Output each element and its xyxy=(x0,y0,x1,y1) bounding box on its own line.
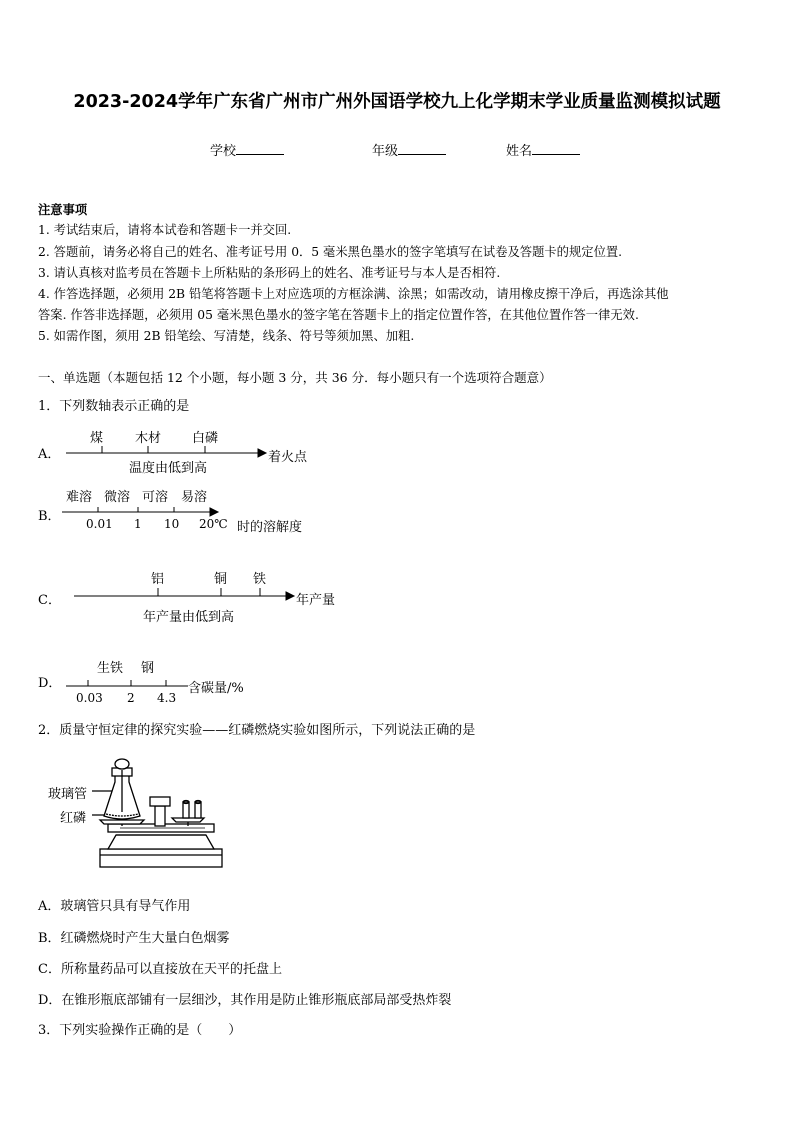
q1-d-label: 钢 xyxy=(141,661,155,676)
q1-b-label: 易溶 xyxy=(181,490,208,505)
q2-option-a: A．玻璃管只具有导气作用 xyxy=(38,899,191,914)
q1-option-b-letter: B． xyxy=(38,509,61,524)
q1-c-label: 铁 xyxy=(253,572,267,587)
q1-b-tick: 0.01 xyxy=(86,517,113,531)
notice-item: 2. 答题前，请务必将自己的姓名、准考证号用 0．5 毫米黑色墨水的签字笔填写在试卷及答题卡的规定位置. xyxy=(38,245,623,259)
q1-b-label: 可溶 xyxy=(142,490,169,505)
figure-label-glass-tube: 玻璃管 xyxy=(48,787,88,802)
q2-option-c: C．所称量药品可以直接放在天平的托盘上 xyxy=(38,962,282,977)
q1-c-axis-end: 年产量 xyxy=(296,593,336,608)
q1-d-tick: 0.03 xyxy=(76,691,103,705)
q1-a-axis-end: 着火点 xyxy=(268,450,308,465)
q1-a-label: 煤 xyxy=(90,431,104,446)
notice-item: 5. 如需作图，须用 2B 铅笔绘、写清楚，线条、符号等须加黑、加粗. xyxy=(38,329,415,343)
q2-option-d: D．在锥形瓶底部铺有一层细沙，其作用是防止锥形瓶底部局部受热炸裂 xyxy=(38,993,452,1008)
notice-item: 3. 请认真核对监考员在答题卡上所粘贴的条形码上的姓名、准考证号与本人是否相符. xyxy=(38,266,501,280)
q1-b-tick: 10 xyxy=(164,517,180,531)
section-heading: 一、单选题（本题包括 12 个小题，每小题 3 分，共 36 分．每小题只有一个选项符合题意） xyxy=(38,370,552,385)
name-label: 姓名 xyxy=(506,144,533,159)
q1-b-label: 微溶 xyxy=(104,490,131,505)
q1-a-label: 木材 xyxy=(135,431,162,446)
q1-option-c-letter: C． xyxy=(38,593,61,608)
q1-option-d-letter: D． xyxy=(38,676,62,691)
school-label: 学校 xyxy=(210,144,237,159)
q1-a-label: 白磷 xyxy=(192,431,219,446)
q1-d-label: 生铁 xyxy=(97,661,124,676)
q1-d-tick: 2 xyxy=(127,691,135,705)
q1-b-tick: 20℃ xyxy=(199,517,228,531)
notice-heading: 注意事项 xyxy=(38,202,88,217)
notice-item: 1. 考试结束后，请将本试卷和答题卡一并交回. xyxy=(38,223,292,237)
question-2-stem: 2．质量守恒定律的探究实验——红磷燃烧实验如图所示，下列说法正确的是 xyxy=(38,723,476,738)
notice-item: 答案. 作答非选择题，必须用 05 毫米黑色墨水的签字笔在答题卡上的指定位置作答，在其他位置作答一律无效. xyxy=(38,308,639,322)
q1-c-label: 铜 xyxy=(214,572,228,587)
question-1-stem: 1．下列数轴表示正确的是 xyxy=(38,399,190,414)
q1-option-a-letter: A． xyxy=(38,447,61,462)
q1-c-label: 铝 xyxy=(151,572,165,587)
q1-c-axis-caption: 年产量由低到高 xyxy=(143,610,235,625)
grade-label: 年级 xyxy=(372,144,399,159)
q2-option-b: B．红磷燃烧时产生大量白色烟雾 xyxy=(38,931,230,946)
q1-b-label: 难溶 xyxy=(66,490,93,505)
q1-b-tick: 1 xyxy=(134,517,142,531)
notice-item: 4. 作答选择题，必须用 2B 铅笔将答题卡上对应选项的方框涂满、涂黑；如需改动，请用橡皮擦干净后，再选涂其他 xyxy=(38,287,669,301)
question-3-stem: 3．下列实验操作正确的是（ ） xyxy=(38,1023,242,1038)
page-title: 2023-2024学年广东省广州市广州外国语学校九上化学期末学业质量监测模拟试题 xyxy=(73,92,721,112)
q1-d-tick: 4.3 xyxy=(157,691,177,705)
q1-d-axis-end: 含碳量/% xyxy=(188,681,244,696)
q1-a-axis-caption: 温度由低到高 xyxy=(129,461,208,476)
q1-b-axis-end: 时的溶解度 xyxy=(237,520,303,535)
figure-label-red-phosphorus: 红磷 xyxy=(60,811,87,826)
